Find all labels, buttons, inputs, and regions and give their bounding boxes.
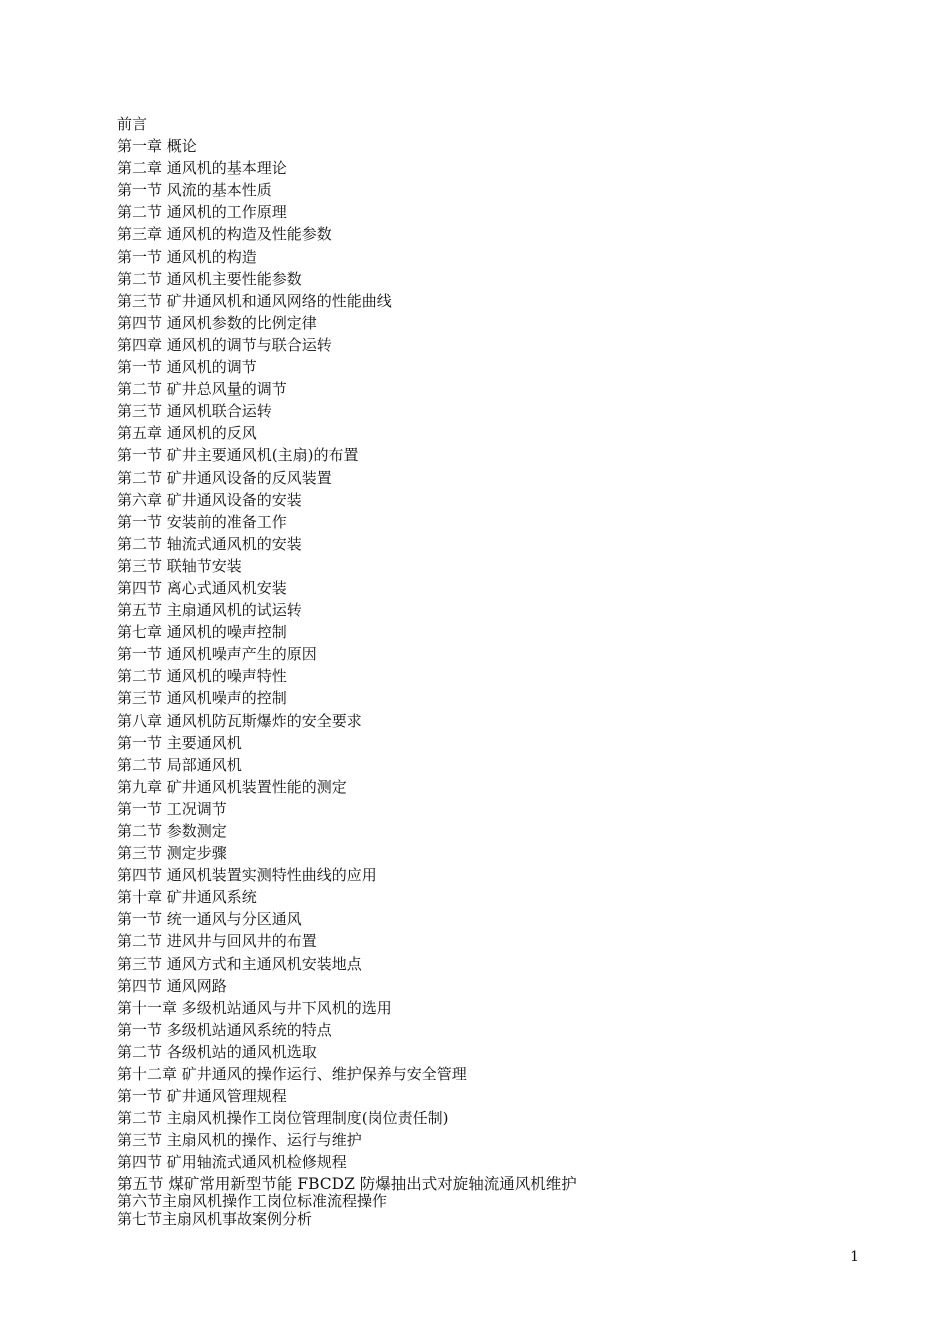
toc-entry: 第九章 矿井通风机装置性能的测定	[117, 777, 347, 796]
toc-entry: 第五节 煤矿常用新型节能 FBCDZ 防爆抽出式对旋轴流通风机维护	[117, 1174, 577, 1193]
toc-entry: 第六章 矿井通风设备的安装	[117, 490, 302, 509]
toc-entry: 第二节 通风机主要性能参数	[117, 269, 302, 288]
toc-entry: 第十章 矿井通风系统	[117, 888, 257, 907]
toc-entry: 第三节 矿井通风机和通风网络的性能曲线	[117, 291, 392, 310]
toc-entry: 第三节 联轴节安装	[117, 556, 242, 575]
toc-entry: 第一节 矿井通风管理规程	[117, 1087, 287, 1106]
toc-entry: 第二节 各级机站的通风机选取	[117, 1042, 317, 1061]
toc-entry: 前言	[117, 115, 148, 133]
page-number: 1	[850, 1249, 859, 1265]
toc-entry: 第三章 通风机的构造及性能参数	[117, 225, 332, 244]
toc-entry: 第十一章 多级机站通风与井下风机的选用	[117, 998, 392, 1017]
toc-entry: 第二节 矿井总风量的调节	[117, 380, 287, 399]
toc-entry: 第五节 主扇通风机的试运转	[117, 601, 302, 620]
toc-entry: 第一节 多级机站通风系统的特点	[117, 1020, 332, 1039]
toc-entry: 第二节 参数测定	[117, 822, 227, 840]
toc-entry: 第四节 离心式通风机安装	[117, 578, 287, 597]
toc-entry: 第三节 通风机联合运转	[117, 402, 272, 421]
toc-entry: 第三节 通风方式和主通风机安装地点	[117, 954, 362, 973]
toc-entry: 第三节 测定步骤	[117, 844, 227, 863]
toc-entry: 第二节 通风机的噪声特性	[117, 667, 287, 686]
toc-entry: 第二节 进风井与回风井的布置	[117, 932, 317, 951]
toc-entry: 第一节 统一通风与分区通风	[117, 910, 302, 929]
toc-entry: 第四节 通风网路	[117, 976, 227, 995]
table-of-contents	[117, 113, 577, 1228]
toc-entry: 第一节 通风机的调节	[117, 358, 257, 377]
toc-entry: 第一节 工况调节	[117, 799, 227, 818]
toc-entry: 第四节 通风机参数的比例定律	[117, 313, 317, 332]
toc-entry: 第三节 主扇风机的操作、运行与维护	[117, 1131, 362, 1150]
toc-entry: 第五章 通风机的反风	[117, 424, 257, 443]
toc-entry: 第七章 通风机的噪声控制	[117, 623, 287, 642]
toc-entry: 第二节 局部通风机	[117, 755, 242, 774]
toc-entry: 第一章 概论	[117, 137, 197, 156]
toc-entry: 第一节 主要通风机	[117, 733, 242, 752]
toc-entry: 第二节 轴流式通风机的安装	[117, 534, 302, 553]
toc-entry: 第二节 通风机的工作原理	[117, 203, 287, 222]
toc-entry: 第二章 通风机的基本理论	[117, 159, 287, 178]
toc-entry: 第二节 矿井通风设备的反风装置	[117, 468, 332, 487]
toc-entry: 第四节 矿用轴流式通风机检修规程	[117, 1153, 347, 1172]
toc-entry: 第四章 通风机的调节与联合运转	[117, 335, 332, 354]
toc-entry: 第三节 通风机噪声的控制	[117, 689, 287, 708]
toc-entry: 第七节主扇风机事故案例分析	[117, 1209, 313, 1228]
toc-entry: 第十二章 矿井通风的操作运行、维护保养与安全管理	[117, 1065, 467, 1084]
toc-entry: 第二节 主扇风机操作工岗位管理制度(岗位责任制)	[117, 1109, 449, 1128]
toc-entry: 第一节 通风机噪声产生的原因	[117, 645, 317, 664]
toc-entry: 第四节 通风机装置实测特性曲线的应用	[117, 866, 377, 885]
toc-entry: 第一节 风流的基本性质	[117, 181, 272, 200]
toc-entry: 第一节 矿井主要通风机(主扇)的布置	[117, 446, 359, 465]
toc-entry: 第一节 安装前的准备工作	[117, 512, 287, 531]
toc-entry: 第八章 通风机防瓦斯爆炸的安全要求	[117, 711, 362, 730]
toc-entry: 第六节主扇风机操作工岗位标准流程操作	[117, 1192, 388, 1210]
toc-entry: 第一节 通风机的构造	[117, 247, 257, 266]
